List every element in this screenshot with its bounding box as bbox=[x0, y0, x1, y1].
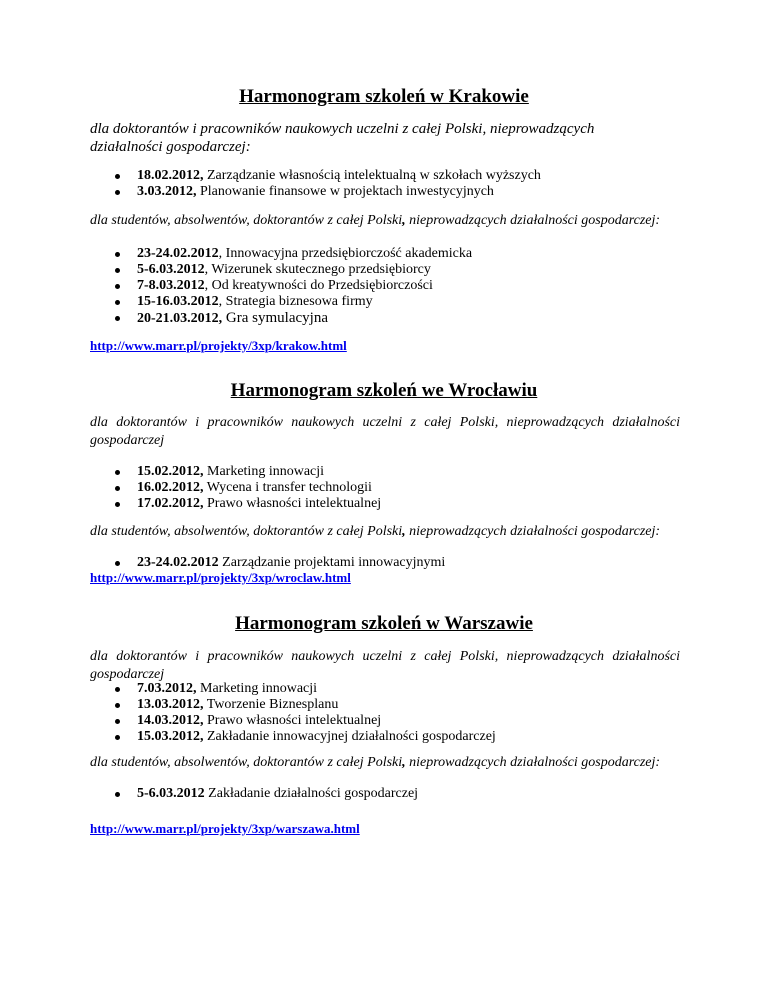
training-date: 17.02.2012, bbox=[137, 496, 204, 511]
krakow-intro-doctoral bbox=[90, 120, 680, 156]
list-item bbox=[0, 480, 381, 496]
training-date: 15-16.03.2012 bbox=[137, 294, 219, 309]
krakow-intro-students bbox=[90, 212, 680, 230]
warszawa-link[interactable]: http://www.marr.pl/projekty/3xp/warszawa.html bbox=[90, 821, 360, 836]
list-item bbox=[0, 464, 381, 480]
intro-text: nieprowadzących działalności gospodarczej: bbox=[405, 213, 661, 228]
training-date: 7-8.03.2012 bbox=[137, 278, 205, 293]
warszawa-students-list bbox=[0, 786, 418, 802]
warszawa-intro-doctoral bbox=[90, 648, 680, 684]
bullet-icon bbox=[115, 719, 120, 724]
warszawa-intro-doctoral-line1: dla doktorantów i pracowników naukowych uczelni z całej Polski, nieprowadzących działalności bbox=[90, 649, 680, 664]
training-date: 20-21.03.2012, bbox=[137, 311, 223, 326]
section-title-warszawa: Harmonogram szkoleń w Warszawie bbox=[235, 613, 533, 634]
bullet-icon bbox=[115, 316, 120, 321]
training-name: Zakładanie innowacyjnej działalności gospodarczej bbox=[203, 729, 496, 744]
training-name: Tworzenie Biznesplanu bbox=[203, 697, 339, 712]
wroclaw-intro-doctoral-line2: gospodarczej bbox=[90, 433, 165, 448]
training-name: , Innowacyjna przedsiębiorczość akademicka bbox=[218, 246, 473, 261]
list-item bbox=[0, 184, 541, 200]
list-item bbox=[0, 278, 472, 294]
list-item bbox=[0, 310, 472, 327]
training-name: Wycena i transfer technologii bbox=[203, 480, 372, 495]
bullet-icon bbox=[115, 703, 120, 708]
warszawa-intro-doctoral-line2: gospodarczej bbox=[90, 667, 165, 682]
training-date: 7.03.2012, bbox=[137, 681, 197, 696]
wroclaw-intro-doctoral bbox=[90, 414, 680, 450]
section-title-krakow: Harmonogram szkoleń w Krakowie bbox=[239, 86, 529, 107]
training-name: Marketing innowacji bbox=[196, 681, 318, 696]
training-date: 23-24.02.2012 bbox=[137, 555, 219, 570]
wroclaw-link[interactable]: http://www.marr.pl/projekty/3xp/wroclaw.html bbox=[90, 570, 351, 585]
list-item bbox=[0, 246, 472, 262]
wroclaw-intro-doctoral-line1: dla doktorantów i pracowników naukowych uczelni z całej Polski, nieprowadzących działalności bbox=[90, 415, 680, 430]
training-name: Zarządzanie projektami innowacyjnymi bbox=[218, 555, 446, 570]
list-item bbox=[0, 294, 472, 310]
training-name: Prawo własności intelektualnej bbox=[203, 496, 382, 511]
intro-text: dla studentów, absolwentów, doktorantów z całej Polski bbox=[90, 213, 403, 228]
training-date: 15.03.2012, bbox=[137, 729, 204, 744]
section-title-wroclaw: Harmonogram szkoleń we Wrocławiu bbox=[230, 380, 538, 401]
bullet-icon bbox=[115, 190, 120, 195]
training-date: 15.02.2012, bbox=[137, 464, 204, 479]
list-item bbox=[0, 168, 541, 184]
bullet-icon bbox=[115, 284, 120, 289]
training-date: 13.03.2012, bbox=[137, 697, 204, 712]
training-date: 23-24.02.2012 bbox=[137, 246, 219, 261]
training-name: Prawo własności intelektualnej bbox=[203, 713, 382, 728]
list-item bbox=[0, 681, 496, 697]
bullet-icon bbox=[115, 470, 120, 475]
training-date: 5-6.03.2012 bbox=[137, 786, 205, 801]
warszawa-intro-students bbox=[90, 754, 680, 772]
warszawa-doctoral-list bbox=[0, 681, 496, 745]
training-name: , Od kreatywności do Przedsiębiorczości bbox=[204, 278, 433, 293]
bullet-icon bbox=[115, 502, 120, 507]
intro-text: nieprowadzących działalności gospodarczej: bbox=[405, 524, 661, 539]
training-name: Zakładanie działalności gospodarczej bbox=[204, 786, 419, 801]
bullet-icon bbox=[115, 300, 120, 305]
bullet-icon bbox=[115, 486, 120, 491]
wroclaw-students-list bbox=[0, 555, 445, 571]
training-name: , Wizerunek skutecznego przedsiębiorcy bbox=[204, 262, 431, 277]
intro-comma: , bbox=[402, 213, 406, 228]
training-name: Zarządzanie własnością intelektualną w szkołach wyższych bbox=[203, 168, 541, 183]
intro-text: dla studentów, absolwentów, doktorantów z całej Polski bbox=[90, 524, 403, 539]
list-item bbox=[0, 496, 381, 512]
bullet-icon bbox=[115, 792, 120, 797]
wroclaw-intro-students bbox=[90, 523, 680, 541]
bullet-icon bbox=[115, 561, 120, 566]
training-date: 14.03.2012, bbox=[137, 713, 204, 728]
list-item bbox=[0, 697, 496, 713]
intro-text: dla studentów, absolwentów, doktorantów z całej Polski bbox=[90, 755, 403, 770]
list-item bbox=[0, 713, 496, 729]
wroclaw-doctoral-list bbox=[0, 464, 381, 512]
bullet-icon bbox=[115, 268, 120, 273]
krakow-doctoral-list bbox=[0, 168, 541, 200]
list-item bbox=[0, 262, 472, 278]
training-date: 16.02.2012, bbox=[137, 480, 204, 495]
krakow-intro-doctoral-line2: działalności gospodarczej: bbox=[90, 139, 251, 155]
bullet-icon bbox=[115, 174, 120, 179]
intro-comma: , bbox=[402, 524, 406, 539]
krakow-intro-doctoral-line1: dla doktorantów i pracowników naukowych uczelni z całej Polski, nieprowadzących bbox=[90, 121, 595, 137]
bullet-icon bbox=[115, 687, 120, 692]
bullet-icon bbox=[115, 252, 120, 257]
training-date: 18.02.2012, bbox=[137, 168, 204, 183]
training-date: 5-6.03.2012 bbox=[137, 262, 205, 277]
training-name: Gra symulacyjna bbox=[222, 310, 328, 326]
training-name: , Strategia biznesowa firmy bbox=[218, 294, 373, 309]
list-item bbox=[0, 555, 445, 571]
list-item bbox=[0, 786, 418, 802]
training-name: Marketing innowacji bbox=[203, 464, 325, 479]
intro-comma: , bbox=[402, 755, 406, 770]
krakow-students-list bbox=[0, 246, 472, 327]
list-item bbox=[0, 729, 496, 745]
bullet-icon bbox=[115, 735, 120, 740]
training-name: Planowanie finansowe w projektach inwestycyjnych bbox=[196, 184, 494, 199]
intro-text: nieprowadzących działalności gospodarczej: bbox=[405, 755, 661, 770]
training-date: 3.03.2012, bbox=[137, 184, 197, 199]
krakow-link[interactable]: http://www.marr.pl/projekty/3xp/krakow.html bbox=[90, 338, 347, 353]
